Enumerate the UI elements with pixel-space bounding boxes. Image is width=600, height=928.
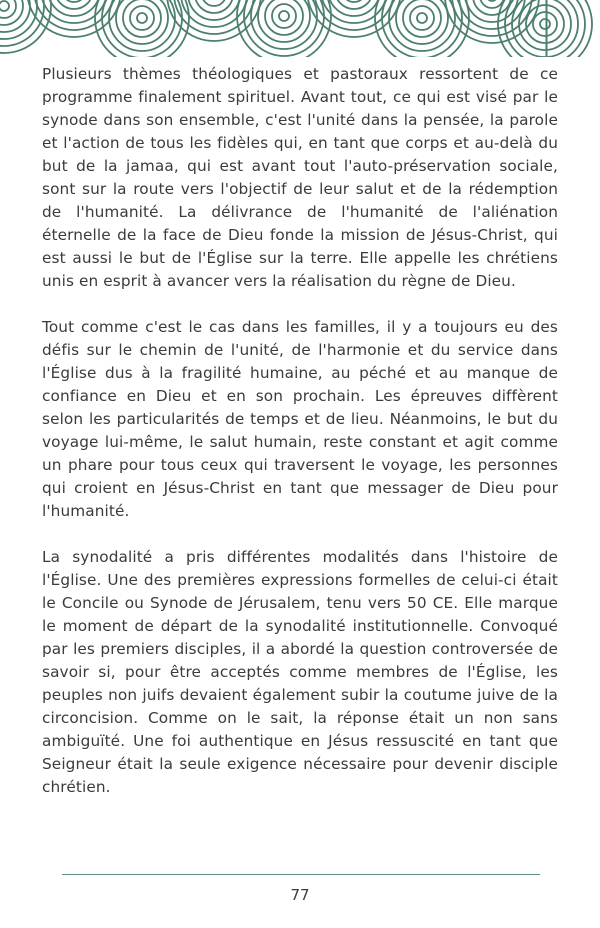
concentric-circles-decoration [0, 0, 600, 57]
page-number: 77 [290, 886, 310, 904]
footer-divider [62, 874, 540, 875]
page-content [42, 63, 558, 822]
paragraph: La synodalité a pris différentes modalités dans l'histoire de l'Église. Une des premières expressions formelles de celui-ci était le Concile ou Synode de Jérusalem, tenu vers 50 CE. Elle marque le moment de départ de la synodalité institutionnelle. Convoqué par les premiers disciples, il a abordé la question controversée de savoir si, pour être acceptés comme membres de l'Église, les peuples non juifs devaient également subir la coutume juive de la circoncision. Comme on le sait, la réponse était un non sans ambiguïté. Une foi authentique en Jésus ressuscité en tant que Seigneur était la seule exigence nécessaire pour devenir disciple chrétien. [42, 548, 558, 796]
paragraph: Tout comme c'est le cas dans les familles, il y a toujours eu des défis sur le chemin de l'unité, de l'harmonie et du service dans l'Église dus à la fragilité humaine, au péché et au manque de confiance en Dieu et en son prochain. Les épreuves diffèrent selon les particularités de temps et de lieu. Néanmoins, le but du voyage lui-même, le salut humain, reste constant et agit comme un phare pour tous ceux qui traversent le voyage, les personnes qui croient en Jésus-Christ en tant que messager de Dieu pour l'humanité. [42, 318, 558, 520]
paragraph: Plusieurs thèmes théologiques et pastoraux ressortent de ce programme finalement spirituel. Avant tout, ce qui est visé par le synode dans son ensemble, c'est l'unité dans la pensée, la parole et l'action de tous les fidèles qui, en tant que corps et au-delà du but de la jamaa, qui est avant tout l'auto-préservation sociale, sont sur la route vers l'objectif de leur salut et de la rédemption de l'humanité. La délivrance de l'humanité de l'aliénation éternelle de la face de Dieu fonde la mission de Jésus-Christ, qui est aussi le but de l'Église sur la terre. Elle appelle les chrétiens unis en esprit à avancer vers la réalisation du règne de Dieu. [42, 65, 558, 290]
